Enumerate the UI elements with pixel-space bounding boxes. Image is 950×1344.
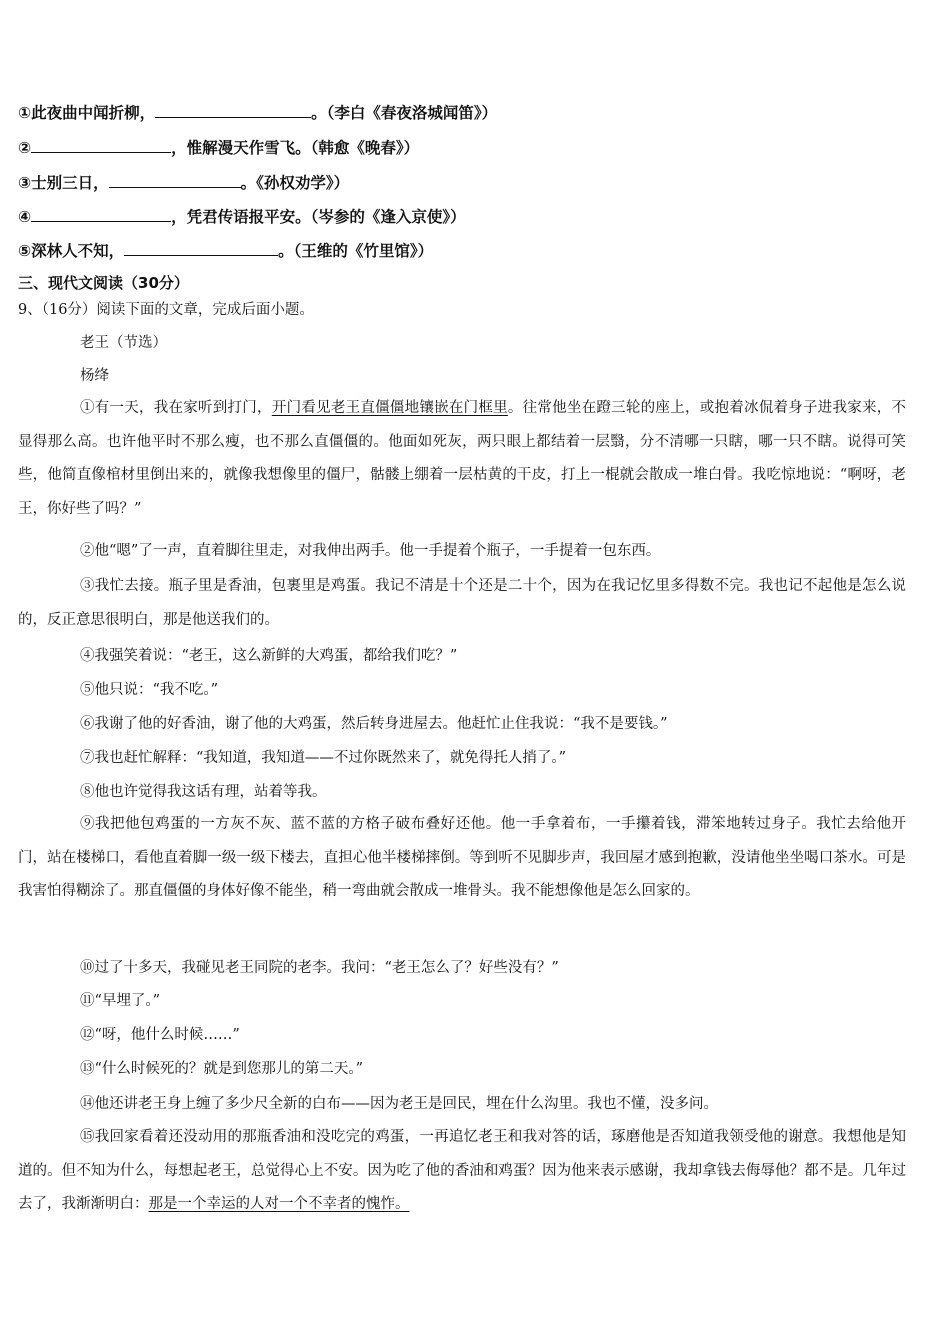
paragraph-15 — [18, 1121, 906, 1222]
answer-blank[interactable] — [124, 241, 278, 256]
paragraph-8: ⑧他也许觉得我这话有理，站着等我。 — [80, 784, 327, 800]
paragraph-7: ⑦我也赶忙解释：“我知道，我知道——不过你既然来了，就免得托人捎了。” — [80, 750, 567, 766]
answer-blank[interactable] — [155, 103, 311, 118]
poetry-text-before: 士别三日， — [31, 174, 109, 192]
paragraph-13: ⑬“什么时候死的？就是到您那儿的第二天。” — [80, 1061, 364, 1077]
underlined-sentence: 开门看见老王直僵僵地镶嵌在门框里 — [271, 400, 508, 416]
poetry-line-2 — [18, 136, 419, 158]
poetry-text-after: 。（王维的《竹里馆》） — [278, 242, 434, 260]
paragraph-9: ⑨我把他包鸡蛋的一方灰不灰、蓝不蓝的方格子破布叠好还他。他一手拿着布，一手攥着钱，滞笨地转过身子。我忙去给他开门，站在楼梯口，看他直着脚一级一级下楼去，直担心他半楼梯摔倒。等到听不见脚步声，我回屋才感到抱歉，没请他坐坐喝口茶水。可是我害怕得糊涂了。那直僵僵的身体好像不能坐，稍一弯曲就会散成一堆骨头。我不能想像他是怎么回家的。 — [18, 816, 906, 900]
paragraph-1-end: 。往常他坐在蹬三轮的座上，或抱着冰侃着身子进我家来，不显得那么高。也许他平时不那么瘦，也不那么直僵僵的。他面如死灰，两只眼上都结着一层翳，分不清哪一只瞎，哪一只不瞎。说得可笑些，他简直像棺材里倒出来的，就像我想像里的僵尸，骷髅上绷着一层枯黄的干皮，打上一棍就会散成一堆白骨。我吃惊地说：“啊呀，老王，你好些了吗？” — [18, 400, 907, 517]
underlined-sentence: 那是一个幸运的人对一个不幸者的愧怍。 — [148, 1196, 410, 1213]
paragraph-4: ④我强笑着说：“老王，这么新鲜的大鸡蛋，都给我们吃？” — [80, 648, 458, 664]
article-author: 杨绛 — [80, 368, 109, 384]
paragraph-5: ⑤他只说：“我不吃。” — [80, 682, 219, 698]
poetry-text-after: 。《孙权劝学》） — [240, 174, 350, 192]
poetry-number: ⑤ — [18, 242, 32, 260]
poetry-text-after: 。（李白《春夜洛城闻笛》） — [311, 104, 498, 122]
paragraph-2: ②他“嗯”了一声，直着脚往里走，对我伸出两手。他一手提着个瓶子，一手提着一包东西。 — [80, 543, 661, 559]
paragraph-1-start: ①有一天，我在家听到打门， — [80, 400, 272, 416]
poetry-number: ③ — [18, 174, 32, 192]
poetry-line-5 — [18, 239, 433, 261]
poetry-line-4 — [18, 205, 466, 227]
poetry-text-after: ，凭君传语报平安。（岑参的《逢入京使》） — [171, 208, 466, 226]
poetry-text-before: 深林人不知， — [31, 242, 125, 260]
paragraph-6: ⑥我谢了他的好香油，谢了他的大鸡蛋，然后转身进屋去。他赶忙止住我说：“我不是要钱。” — [80, 716, 668, 732]
poetry-line-1 — [18, 101, 497, 123]
paragraph-1 — [18, 392, 906, 526]
paragraph-10: ⑩过了十多天，我碰见老王同院的老李。我问：“老王怎么了？好些没有？” — [80, 960, 559, 976]
answer-blank[interactable] — [109, 173, 241, 188]
paragraph-14: ⑭他还讲老王身上缠了多少尺全新的白布——因为老王是回民，埋在什么沟里。我也不懂，没多问。 — [80, 1096, 718, 1112]
article-title: 老王（节选） — [80, 335, 167, 351]
poetry-line-3 — [18, 171, 349, 193]
poetry-number: ① — [18, 104, 32, 122]
poetry-number: ④ — [18, 208, 32, 226]
section-title: 三、现代文阅读（30分） — [18, 274, 189, 292]
poetry-text-after: ，惟解漫天作雪飞。（韩愈《晚春》） — [171, 139, 420, 157]
poetry-number: ② — [18, 139, 32, 157]
answer-blank[interactable] — [31, 138, 171, 153]
paragraph-11: ⑪“早埋了。” — [80, 993, 161, 1009]
paragraph-3: ③我忙去接。瓶子里是香油，包裹里是鸡蛋。我记不清是十个还是二十个，因为在我记忆里多得数不完。我也记不起他是怎么说的，反正意思很明白，那是他送我们的。 — [18, 578, 906, 628]
paragraph-15-start: ⑮我回家看着还没动用的那瓶香油和没吃完的鸡蛋，一再追忆老王和我对答的话，琢磨他是否知道我领受他的谢意。我想他是知道的。但不知为什么，每想起老王，总觉得心上不安。因为吃了他的香油和鸡蛋？因为他来表示感谢，我却拿钱去侮辱他？都不是。几年过去了，我渐渐明白： — [18, 1129, 906, 1213]
answer-blank[interactable] — [31, 207, 171, 222]
paragraph-12: ⑫“呀，他什么时候……” — [80, 1027, 240, 1043]
poetry-text-before: 此夜曲中闻折柳， — [31, 104, 156, 122]
question-prompt: 9、（16分）阅读下面的文章，完成后面小题。 — [18, 302, 314, 318]
